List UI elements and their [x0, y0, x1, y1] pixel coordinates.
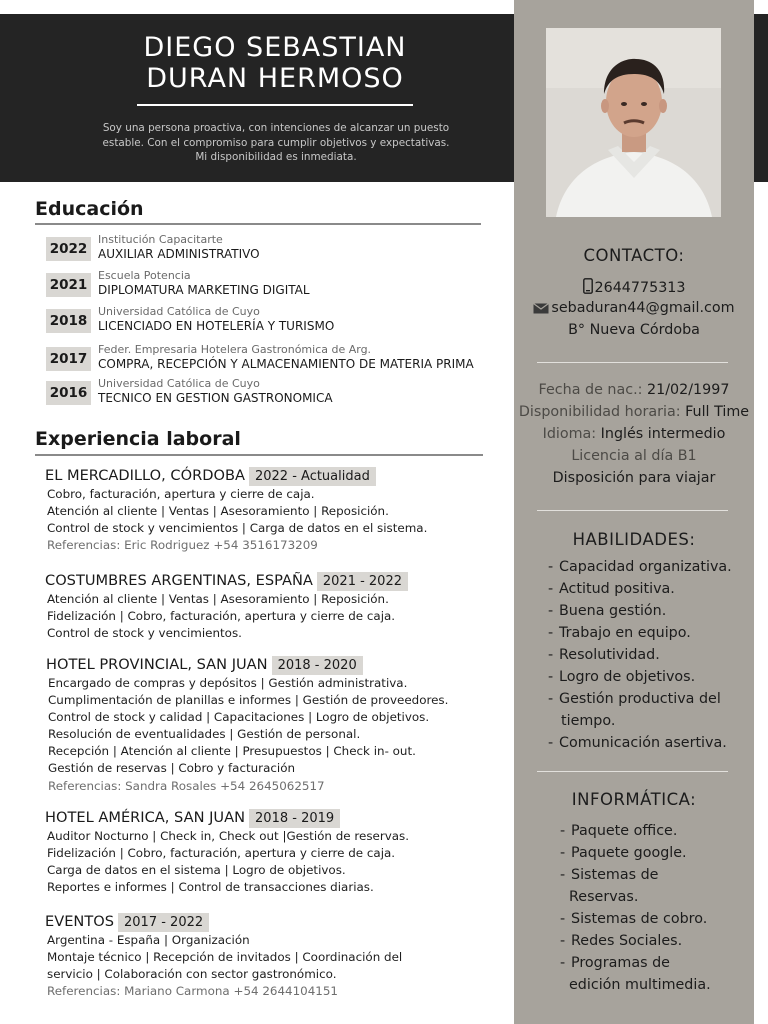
skills-list: [548, 556, 732, 710]
availability: [514, 404, 754, 420]
experience-heading: Experiencia laboral: [35, 428, 241, 450]
education-item: [46, 343, 496, 371]
travel-availability: Disposición para viajar: [552, 470, 716, 486]
education-year: 2021: [46, 273, 91, 297]
job-company: EVENTOS: [45, 913, 115, 930]
name-line-2: DURAN HERMOSO: [146, 63, 404, 94]
availability-label: Disponibilidad horaria:: [518, 404, 681, 420]
job-duty: Fidelización | Cobro, facturación, apertura y cierre de caja.: [47, 846, 396, 861]
it-item-continuation: Reservas.: [569, 889, 639, 905]
education-institution: Escuela Potencia: [98, 269, 191, 282]
contact-email[interactable]: [514, 300, 754, 318]
skill-item: - Gestión productiva del: [548, 688, 732, 710]
job-entry: [45, 571, 515, 642]
education-degree: AUXILIAR ADMINISTRATIVO: [98, 247, 260, 261]
job-duty: Auditor Nocturno | Check in, Check out |Gestión de reservas.: [47, 829, 410, 843]
job-period: 2021 - 2022: [317, 572, 408, 591]
job-entry: [45, 808, 515, 896]
phone-icon: [583, 278, 593, 298]
job-entry: [45, 466, 515, 554]
job-duty: Recepción | Atención al cliente | Presupuestos | Check in- out.: [48, 744, 416, 759]
job-period: 2018 - 2019: [249, 809, 340, 828]
education-institution: Institución Capacitarte: [98, 233, 223, 246]
job-reference: Referencias: Eric Rodriguez +54 3516173209: [47, 538, 318, 553]
job-duty: Reportes e informes | Control de transacciones diarias.: [47, 880, 374, 895]
language-label: Idioma:: [542, 426, 597, 442]
job-period: 2017 - 2022: [118, 913, 209, 932]
job-duty: Carga de datos en el sistema | Logro de objetivos.: [47, 863, 346, 878]
birth-value: 21/02/1997: [647, 382, 730, 398]
language: [514, 426, 754, 442]
name-line-1: DIEGO SEBASTIAN: [143, 32, 407, 63]
it-item: - Paquete google.: [560, 842, 687, 864]
birth-label: Fecha de nac.:: [538, 382, 643, 398]
job-title: [45, 912, 515, 932]
driving-license: [514, 448, 754, 464]
job-title: [45, 466, 515, 486]
job-duty: Control de stock y vencimientos | Carga de datos en el sistema.: [47, 521, 428, 536]
it-item-continuation: edición multimedia.: [569, 977, 711, 993]
license-text: Licencia al día B1: [571, 448, 697, 464]
it-item: - Sistemas de: [560, 864, 687, 886]
education-institution: Universidad Católica de Cuyo: [98, 305, 260, 318]
job-duty: Cobro, facturación, apertura y cierre de caja.: [47, 487, 315, 501]
skill-item: - Logro de objetivos.: [548, 666, 732, 688]
education-item: [46, 233, 496, 261]
job-company: HOTEL PROVINCIAL, SAN JUAN: [46, 656, 268, 673]
full-name: [136, 32, 414, 94]
envelope-icon: [533, 302, 549, 318]
job-duty: Montaje técnico | Recepción de invitados | Coordinación del: [47, 950, 403, 965]
skill-item: - Resolutividad.: [548, 644, 732, 666]
job-duty: Fidelización | Cobro, facturación, apertura y cierre de caja.: [47, 609, 396, 624]
contact-address: B° Nueva Córdoba: [568, 322, 700, 338]
job-reference: Referencias: Sandra Rosales +54 2645062517: [48, 778, 325, 793]
sidebar-divider: [537, 510, 728, 511]
education-item: [46, 377, 496, 405]
job-company: EL MERCADILLO, CÓRDOBA: [45, 467, 245, 484]
experience-rule: [35, 454, 483, 456]
job-title: [45, 808, 515, 828]
job-period: 2022 - Actualidad: [249, 467, 376, 486]
phone-number: 2644775313: [594, 280, 686, 296]
skills-list-end: [548, 732, 727, 754]
job-entry: [46, 655, 516, 795]
language-value: Inglés intermedio: [600, 426, 726, 442]
it-item: - Sistemas de cobro.: [560, 908, 707, 930]
job-duty: Atención al cliente | Ventas | Asesoramiento | Reposición.: [47, 592, 389, 606]
job-duty: Encargado de compras y depósitos | Gestión administrativa.: [48, 676, 408, 690]
skill-item: - Capacidad organizativa.: [548, 556, 732, 578]
education-item: [46, 269, 496, 297]
skill-item-continuation: tiempo.: [561, 713, 616, 729]
education-rule: [35, 223, 481, 225]
job-duty: Resolución de eventualidades | Gestión de personal.: [48, 727, 361, 742]
email-address: sebaduran44@gmail.com: [551, 300, 735, 316]
profile-summary: [66, 121, 486, 165]
job-company: HOTEL AMÉRICA, SAN JUAN: [45, 809, 246, 826]
job-duty: Gestión de reservas | Cobro y facturación: [48, 761, 296, 776]
it-item: - Redes Sociales.: [560, 930, 707, 952]
job-duty: Cumplimentación de planillas e informes | Gestión de proveedores.: [48, 693, 449, 708]
education-degree: TECNICO EN GESTION GASTRONOMICA: [98, 391, 333, 405]
job-entry: [45, 912, 515, 1000]
summary-line: Soy una persona proactiva, con intenciones de alcanzar un puesto: [102, 122, 450, 134]
skill-item: - Buena gestión.: [548, 600, 732, 622]
name-underline: [137, 104, 413, 106]
education-degree: LICENCIADO EN HOTELERÍA Y TURISMO: [98, 319, 335, 333]
education-item: [46, 305, 496, 333]
job-period: 2018 - 2020: [272, 656, 363, 675]
job-duty: Atención al cliente | Ventas | Asesoramiento | Reposición.: [47, 504, 389, 519]
job-reference: Referencias: Mariano Carmona +54 2644104151: [47, 984, 339, 999]
it-list: [560, 820, 687, 886]
education-year: 2022: [46, 237, 91, 261]
availability-value: Full Time: [685, 404, 750, 420]
summary-line: Mi disponibilidad es inmediata.: [195, 151, 357, 163]
education-degree: DIPLOMATURA MARKETING DIGITAL: [98, 283, 310, 297]
job-duty: Control de stock y calidad | Capacitaciones | Logro de objetivos.: [48, 710, 430, 725]
profile-photo: [546, 28, 721, 217]
education-year: 2017: [46, 347, 91, 371]
education-year: 2018: [46, 309, 91, 333]
summary-line: estable. Con el compromiso para cumplir objetivos y expectativas.: [102, 136, 450, 149]
sidebar-divider: [537, 771, 728, 772]
portrait-illustration: [546, 28, 721, 217]
job-duty: servicio | Colaboración con sector gastronómico.: [47, 967, 337, 982]
education-year: 2016: [46, 381, 91, 405]
job-title: [45, 571, 515, 591]
job-duty: Control de stock y vencimientos.: [47, 626, 242, 641]
education-institution: Feder. Empresaria Hotelera Gastronómica de Arg.: [98, 343, 372, 356]
job-duty: Argentina - España | Organización: [47, 933, 250, 947]
it-list-mid: [560, 908, 707, 974]
education-degree: COMPRA, RECEPCIÓN Y ALMACENAMIENTO DE MATERIA PRIMA: [98, 357, 474, 371]
education-heading: Educación: [35, 198, 144, 220]
skill-item: - Comunicación asertiva.: [548, 732, 727, 754]
skills-heading: HABILIDADES:: [572, 530, 696, 549]
education-institution: Universidad Católica de Cuyo: [98, 377, 260, 390]
contact-phone[interactable]: [514, 278, 754, 298]
sidebar-divider: [537, 362, 728, 363]
it-item: - Paquete office.: [560, 820, 687, 842]
job-company: COSTUMBRES ARGENTINAS, ESPAÑA: [45, 572, 313, 589]
it-heading: INFORMÁTICA:: [571, 790, 697, 809]
birth-date: [514, 382, 754, 398]
skill-item: - Trabajo en equipo.: [548, 622, 732, 644]
contact-heading: CONTACTO:: [583, 246, 685, 265]
it-item: - Programas de: [560, 952, 707, 974]
job-title: [46, 655, 516, 675]
skill-item: - Actitud positiva.: [548, 578, 732, 600]
